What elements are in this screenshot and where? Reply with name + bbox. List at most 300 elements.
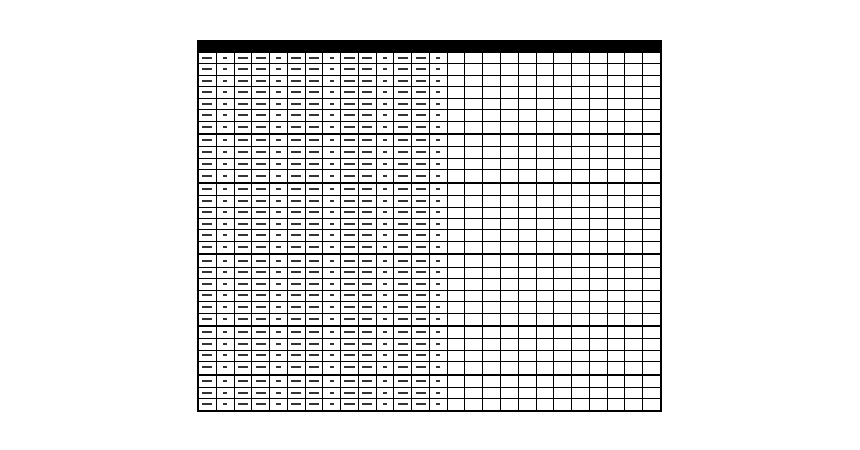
table-cell	[643, 75, 661, 86]
table-cell	[429, 196, 447, 207]
table-cell	[483, 279, 501, 290]
table-cell	[287, 279, 305, 290]
table-cell	[305, 207, 323, 218]
table-row	[199, 207, 661, 218]
table-cell	[589, 290, 607, 301]
table-cell	[536, 350, 554, 361]
table-cell	[429, 230, 447, 241]
table-cell	[376, 387, 394, 398]
table-cell	[465, 290, 483, 301]
table-cell	[483, 183, 501, 196]
table-cell	[483, 64, 501, 75]
table-cell	[429, 183, 447, 196]
table-cell	[643, 110, 661, 121]
table-cell	[323, 313, 341, 326]
table-cell	[341, 290, 359, 301]
table-cell	[572, 375, 590, 388]
table-cell	[252, 158, 270, 169]
table-cell	[323, 241, 341, 254]
table-cell	[625, 183, 643, 196]
table-cell	[216, 326, 234, 339]
table-cell	[607, 87, 625, 98]
table-cell	[518, 87, 536, 98]
table-cell	[483, 241, 501, 254]
table-cell	[394, 387, 412, 398]
table-cell	[554, 207, 572, 218]
table-cell	[270, 399, 288, 411]
table-row	[199, 170, 661, 183]
table-cell	[199, 196, 217, 207]
table-cell	[607, 183, 625, 196]
table-cell	[358, 313, 376, 326]
table-cell	[252, 87, 270, 98]
table-cell	[287, 158, 305, 169]
table-cell	[465, 326, 483, 339]
table-cell	[216, 375, 234, 388]
table-cell	[358, 254, 376, 267]
table-cell	[536, 110, 554, 121]
table-cell	[483, 98, 501, 109]
table-cell	[554, 279, 572, 290]
table-cell	[465, 375, 483, 388]
table-cell	[429, 339, 447, 350]
table-cell	[465, 350, 483, 361]
table-cell	[358, 241, 376, 254]
table-cell	[607, 110, 625, 121]
table-cell	[429, 313, 447, 326]
table-cell	[518, 64, 536, 75]
table-cell	[216, 147, 234, 158]
table-cell	[376, 326, 394, 339]
table-cell	[483, 170, 501, 183]
table-cell	[323, 87, 341, 98]
table-cell	[607, 230, 625, 241]
table-cell	[643, 147, 661, 158]
column-header	[252, 42, 270, 53]
table-cell	[483, 110, 501, 121]
table-row	[199, 196, 661, 207]
table-cell	[447, 326, 465, 339]
table-cell	[536, 98, 554, 109]
table-cell	[376, 290, 394, 301]
table-cell	[287, 87, 305, 98]
table-cell	[572, 362, 590, 375]
table-cell	[589, 279, 607, 290]
table-cell	[625, 134, 643, 147]
table-cell	[536, 375, 554, 388]
table-cell	[376, 241, 394, 254]
table-cell	[625, 230, 643, 241]
table-cell	[270, 207, 288, 218]
table-cell	[358, 196, 376, 207]
table-cell	[394, 183, 412, 196]
table-cell	[287, 267, 305, 278]
table-cell	[501, 326, 519, 339]
table-cell	[287, 219, 305, 230]
table-cell	[305, 121, 323, 134]
table-cell	[199, 241, 217, 254]
table-cell	[199, 64, 217, 75]
table-cell	[465, 362, 483, 375]
table-cell	[625, 98, 643, 109]
table-cell	[589, 196, 607, 207]
table-cell	[572, 219, 590, 230]
table-cell	[412, 64, 430, 75]
table-cell	[483, 230, 501, 241]
table-cell	[625, 254, 643, 267]
table-cell	[234, 254, 252, 267]
table-cell	[607, 134, 625, 147]
table-cell	[287, 254, 305, 267]
table-cell	[341, 219, 359, 230]
table-cell	[589, 134, 607, 147]
table-cell	[199, 219, 217, 230]
table-cell	[589, 147, 607, 158]
table-cell	[554, 326, 572, 339]
table-cell	[465, 183, 483, 196]
table-cell	[376, 375, 394, 388]
table-cell	[429, 64, 447, 75]
table-cell	[572, 339, 590, 350]
table-cell	[483, 387, 501, 398]
table-cell	[287, 339, 305, 350]
table-cell	[394, 362, 412, 375]
table-cell	[465, 134, 483, 147]
table-cell	[358, 207, 376, 218]
table-cell	[394, 158, 412, 169]
table-cell	[341, 254, 359, 267]
table-cell	[589, 375, 607, 388]
table-cell	[607, 290, 625, 301]
table-cell	[199, 290, 217, 301]
table-cell	[589, 326, 607, 339]
table-cell	[287, 207, 305, 218]
table-cell	[518, 362, 536, 375]
table-cell	[252, 254, 270, 267]
table-cell	[341, 375, 359, 388]
table-cell	[376, 158, 394, 169]
table-cell	[341, 399, 359, 411]
table-cell	[518, 267, 536, 278]
table-cell	[234, 290, 252, 301]
table-cell	[465, 147, 483, 158]
table-cell	[216, 53, 234, 64]
table-cell	[216, 219, 234, 230]
table-cell	[501, 350, 519, 361]
table-cell	[465, 158, 483, 169]
table-cell	[518, 375, 536, 388]
data-grid	[198, 41, 661, 411]
table-cell	[216, 339, 234, 350]
table-cell	[607, 75, 625, 86]
table-cell	[536, 196, 554, 207]
table-cell	[607, 196, 625, 207]
table-cell	[287, 230, 305, 241]
table-cell	[607, 219, 625, 230]
table-cell	[199, 121, 217, 134]
table-cell	[429, 241, 447, 254]
table-cell	[447, 64, 465, 75]
table-cell	[234, 196, 252, 207]
table-cell	[216, 302, 234, 313]
table-cell	[394, 134, 412, 147]
table-cell	[305, 158, 323, 169]
table-cell	[447, 254, 465, 267]
table-cell	[589, 254, 607, 267]
table-cell	[270, 98, 288, 109]
table-cell	[465, 267, 483, 278]
table-cell	[270, 375, 288, 388]
table-cell	[465, 241, 483, 254]
table-cell	[252, 183, 270, 196]
table-cell	[429, 375, 447, 388]
column-header	[625, 42, 643, 53]
table-cell	[252, 53, 270, 64]
table-cell	[252, 64, 270, 75]
column-header	[305, 42, 323, 53]
table-cell	[554, 219, 572, 230]
table-cell	[447, 219, 465, 230]
table-cell	[643, 121, 661, 134]
table-cell	[376, 98, 394, 109]
table-cell	[518, 326, 536, 339]
table-cell	[358, 290, 376, 301]
table-cell	[447, 313, 465, 326]
table-cell	[554, 399, 572, 411]
table-cell	[305, 64, 323, 75]
table-cell	[643, 241, 661, 254]
table-cell	[270, 362, 288, 375]
table-cell	[216, 64, 234, 75]
table-cell	[554, 64, 572, 75]
table-cell	[305, 254, 323, 267]
table-cell	[376, 279, 394, 290]
table-cell	[554, 254, 572, 267]
table-row	[199, 147, 661, 158]
table-cell	[483, 158, 501, 169]
table-cell	[518, 147, 536, 158]
table-cell	[394, 350, 412, 361]
table-cell	[501, 387, 519, 398]
table-cell	[216, 350, 234, 361]
table-cell	[412, 387, 430, 398]
table-cell	[341, 121, 359, 134]
table-cell	[518, 279, 536, 290]
table-cell	[501, 170, 519, 183]
table-cell	[199, 326, 217, 339]
table-cell	[394, 121, 412, 134]
table-cell	[625, 158, 643, 169]
table-cell	[394, 302, 412, 313]
table-cell	[199, 313, 217, 326]
table-cell	[358, 110, 376, 121]
table-cell	[270, 267, 288, 278]
column-header	[412, 42, 430, 53]
column-header	[643, 42, 661, 53]
table-cell	[394, 254, 412, 267]
table-cell	[501, 267, 519, 278]
table-cell	[572, 110, 590, 121]
table-cell	[216, 207, 234, 218]
table-cell	[216, 183, 234, 196]
table-cell	[465, 339, 483, 350]
table-cell	[447, 267, 465, 278]
table-cell	[376, 64, 394, 75]
table-cell	[323, 387, 341, 398]
table-cell	[643, 230, 661, 241]
table-cell	[607, 170, 625, 183]
table-cell	[607, 267, 625, 278]
table-cell	[518, 183, 536, 196]
table-cell	[199, 375, 217, 388]
table-cell	[429, 267, 447, 278]
table-cell	[287, 110, 305, 121]
table-cell	[234, 110, 252, 121]
table-cell	[358, 75, 376, 86]
table-row	[199, 399, 661, 411]
table-cell	[323, 399, 341, 411]
table-cell	[216, 267, 234, 278]
table-cell	[643, 290, 661, 301]
table-cell	[607, 362, 625, 375]
table-cell	[501, 121, 519, 134]
table-cell	[589, 387, 607, 398]
table-cell	[643, 219, 661, 230]
table-cell	[358, 87, 376, 98]
table-cell	[358, 64, 376, 75]
table-cell	[234, 219, 252, 230]
table-cell	[518, 75, 536, 86]
table-cell	[234, 339, 252, 350]
table-cell	[589, 399, 607, 411]
table-cell	[429, 387, 447, 398]
table-cell	[323, 267, 341, 278]
table-cell	[483, 290, 501, 301]
table-cell	[625, 241, 643, 254]
table-cell	[429, 158, 447, 169]
table-cell	[341, 326, 359, 339]
table-cell	[341, 64, 359, 75]
table-cell	[625, 387, 643, 398]
column-header	[447, 42, 465, 53]
table-cell	[287, 183, 305, 196]
table-cell	[376, 313, 394, 326]
table-cell	[412, 147, 430, 158]
table-cell	[323, 183, 341, 196]
table-cell	[252, 98, 270, 109]
table-cell	[412, 279, 430, 290]
table-cell	[589, 183, 607, 196]
table-cell	[643, 313, 661, 326]
table-cell	[625, 207, 643, 218]
table-cell	[643, 183, 661, 196]
table-cell	[607, 147, 625, 158]
table-cell	[252, 339, 270, 350]
table-cell	[305, 110, 323, 121]
table-cell	[305, 399, 323, 411]
table-cell	[589, 110, 607, 121]
table-cell	[554, 362, 572, 375]
table-cell	[465, 53, 483, 64]
table-cell	[252, 110, 270, 121]
table-cell	[429, 170, 447, 183]
table-cell	[341, 110, 359, 121]
table-cell	[199, 302, 217, 313]
table-cell	[447, 196, 465, 207]
table-cell	[412, 53, 430, 64]
table-cell	[323, 362, 341, 375]
table-row	[199, 326, 661, 339]
table-cell	[483, 75, 501, 86]
table-cell	[447, 350, 465, 361]
table-cell	[305, 196, 323, 207]
table-cell	[287, 387, 305, 398]
table-cell	[536, 87, 554, 98]
table-cell	[199, 399, 217, 411]
table-cell	[607, 302, 625, 313]
table-cell	[554, 290, 572, 301]
table-cell	[216, 387, 234, 398]
table-cell	[589, 302, 607, 313]
table-cell	[501, 53, 519, 64]
table-cell	[536, 326, 554, 339]
table-cell	[501, 87, 519, 98]
table-cell	[199, 98, 217, 109]
column-header	[572, 42, 590, 53]
table-cell	[216, 399, 234, 411]
table-cell	[625, 121, 643, 134]
table-cell	[447, 290, 465, 301]
table-cell	[341, 230, 359, 241]
table-cell	[536, 64, 554, 75]
table-row	[199, 53, 661, 64]
table-cell	[376, 350, 394, 361]
table-row	[199, 290, 661, 301]
table-cell	[607, 339, 625, 350]
table-cell	[216, 134, 234, 147]
table-row	[199, 339, 661, 350]
table-cell	[518, 302, 536, 313]
table-cell	[447, 241, 465, 254]
table-cell	[323, 302, 341, 313]
table-cell	[536, 147, 554, 158]
table-cell	[252, 362, 270, 375]
table-cell	[394, 339, 412, 350]
table-cell	[199, 158, 217, 169]
table-cell	[518, 290, 536, 301]
table-cell	[625, 375, 643, 388]
table-cell	[358, 134, 376, 147]
table-cell	[199, 134, 217, 147]
table-cell	[234, 279, 252, 290]
table-cell	[287, 290, 305, 301]
table-cell	[607, 375, 625, 388]
table-cell	[287, 170, 305, 183]
table-cell	[412, 158, 430, 169]
table-cell	[429, 350, 447, 361]
table-row	[199, 183, 661, 196]
table-cell	[234, 375, 252, 388]
table-cell	[341, 267, 359, 278]
table-cell	[465, 387, 483, 398]
table-cell	[287, 98, 305, 109]
table-cell	[643, 64, 661, 75]
table-cell	[607, 350, 625, 361]
table-cell	[341, 196, 359, 207]
table-cell	[536, 219, 554, 230]
table-cell	[376, 267, 394, 278]
table-cell	[554, 196, 572, 207]
